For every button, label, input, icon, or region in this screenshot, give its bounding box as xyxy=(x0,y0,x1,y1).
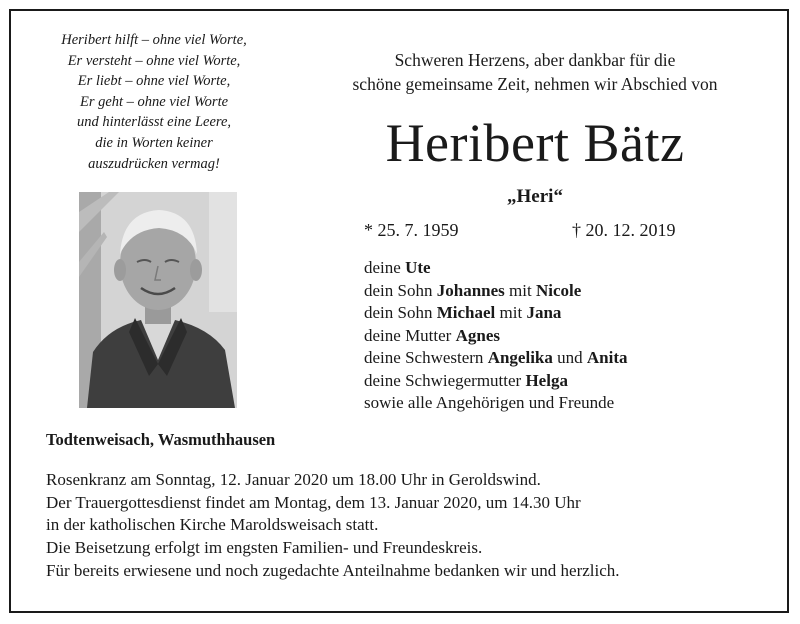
info-line: Rosenkranz am Sonntag, 12. Januar 2020 um 18.00 Uhr in Geroldswind. xyxy=(46,470,541,489)
poem-line: auszudrücken vermag! xyxy=(88,155,220,172)
family-line: sowie alle Angehörigen und Freunde xyxy=(364,393,615,412)
poem-line: Er versteht – ohne viel Worte, xyxy=(67,52,241,69)
portrait-illustration xyxy=(79,192,237,408)
location-heading: Todtenweisach, Wasmuthhausen xyxy=(46,430,276,449)
family-list xyxy=(364,257,628,415)
family-line: dein Sohn Johannes mit Nicole xyxy=(364,280,582,300)
info-line: Für bereits erwiesene und noch zugedachte Anteilnahme bedanken wir und herzlich. xyxy=(46,560,620,580)
info-line: Der Trauergottesdienst findet am Montag, dem 13. Januar 2020, um 14.30 Uhr xyxy=(46,492,581,512)
death-date: † 20. 12. 2019 xyxy=(572,220,676,240)
poem-line: Er liebt – ohne viel Worte, xyxy=(77,73,231,90)
intro-line: schöne gemeinsame Zeit, nehmen wir Abschied von xyxy=(352,74,718,94)
poem-line: Heribert hilft – ohne viel Worte, xyxy=(61,32,247,48)
family-line: deine Schwiegermutter Helga xyxy=(364,370,568,390)
family-line: deine Mutter Agnes xyxy=(364,325,500,345)
deceased-name: Heribert Bätz xyxy=(385,113,685,173)
info-line: in der katholischen Kirche Maroldsweisach statt. xyxy=(46,515,379,535)
poem xyxy=(20,30,288,174)
info-line: Die Beisetzung erfolgt im engsten Familien- und Freundeskreis. xyxy=(46,538,483,558)
family-line: dein Sohn Michael mit Jana xyxy=(364,303,562,322)
poem-line: und hinterlässt eine Leere, xyxy=(76,114,232,131)
intro-line: Schweren Herzens, aber dankbar für die xyxy=(394,50,676,70)
birth-date: * 25. 7. 1959 xyxy=(364,220,459,240)
service-info xyxy=(46,469,620,583)
intro-text xyxy=(300,48,770,96)
family-line: deine Schwestern Angelika und Anita xyxy=(364,348,628,367)
portrait-photo xyxy=(79,192,237,408)
family-line: deine Ute xyxy=(364,258,431,277)
poem-line: Er geht – ohne viel Worte xyxy=(79,93,229,110)
poem-line: die in Worten keiner xyxy=(95,134,213,151)
deceased-nickname: „Heri“ xyxy=(507,186,563,207)
